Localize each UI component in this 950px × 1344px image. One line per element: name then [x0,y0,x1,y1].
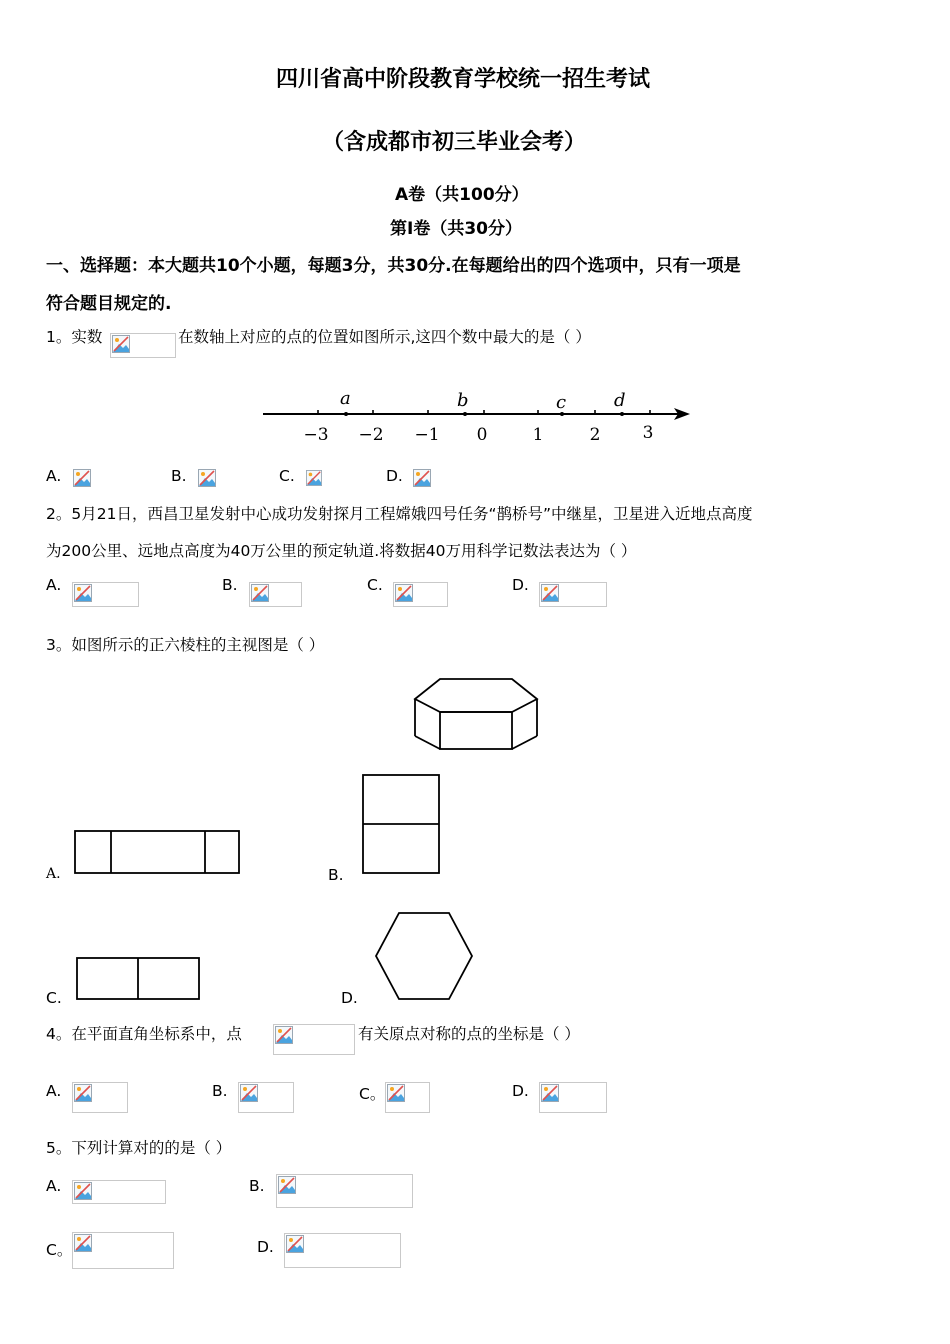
q3-option-a-label: A. [46,866,61,882]
broken-image-icon [413,469,431,487]
q2-option-d-label: D. [512,576,529,594]
q1-option-b-image [198,469,216,487]
q2-option-b-label: B. [222,576,238,594]
q5-option-b-label: B. [249,1177,265,1195]
point-a [344,412,348,416]
broken-image-icon [74,1084,92,1102]
q1-option-c-image [306,470,322,486]
broken-image-icon [395,584,413,602]
q2-option-a-image [72,582,139,607]
section-instructions-line1: 一、选择题：本大题共10个小题，每题3分，共30分.在每题给出的四个选项中，只有一项是 [46,256,741,276]
q1-option-d-image [413,469,431,487]
q4-option-a-image [72,1082,128,1113]
q4-option-d-image [539,1082,607,1113]
number-line-figure [260,384,695,446]
exam-title: 四川省高中阶段教育学校统一招生考试 [276,67,651,92]
broken-image-icon [387,1084,405,1102]
broken-image-icon [251,584,269,602]
point-b [463,412,467,416]
point-d [620,412,624,416]
broken-image-icon [73,469,91,487]
tick-label: −1 [414,425,440,445]
q1-option-a-label: A. [46,467,62,485]
q3-option-b-figure [360,772,442,876]
point-label-a: a [340,388,351,409]
q3-option-c-label: C. [46,989,62,1007]
q1-text-end: 在数轴上对应的点的位置如图所示,这四个数中最大的是（ ） [178,328,591,346]
q1-option-a-image [73,469,89,487]
broken-image-icon [541,584,559,602]
q2-option-b-image [249,582,302,607]
q1-text-start: 1。实数 [46,328,103,346]
q4-point-image [273,1024,355,1055]
broken-image-icon [74,584,92,602]
q4-option-b-label: B. [212,1082,228,1100]
paper-a-heading: A卷（共100分） [395,185,529,205]
point-label-c: c [556,392,567,413]
broken-image-icon [306,470,322,486]
point-label-b: b [457,390,469,411]
q2-option-a-label: A. [46,576,62,594]
q1-option-c-label: C. [279,467,295,485]
q2-text-line2: 为200公里、远地点高度为40万公里的预定轨道.将数据40万用科学记数法表达为（ ） [46,542,637,560]
q5-option-c-label: C。 [46,1241,73,1259]
q5-text: 5。下列计算对的的是（ ） [46,1139,232,1157]
q4-option-c-label: C。 [359,1085,386,1103]
q4-text-end: 有关原点对称的点的坐标是（ ） [358,1025,580,1043]
q4-option-a-label: A. [46,1082,62,1100]
broken-image-icon [278,1176,296,1194]
q3-option-a-figure [73,829,243,877]
broken-image-icon [275,1026,293,1044]
q1-formula-image [110,333,176,358]
q5-option-a-image [72,1180,166,1204]
q5-option-c-image [72,1232,174,1269]
tick-label: −3 [303,425,329,445]
q2-option-c-image [393,582,448,607]
broken-image-icon [74,1234,92,1252]
broken-image-icon [198,469,216,487]
broken-image-icon [112,335,130,353]
q1-option-b-label: B. [171,467,187,485]
q5-option-d-label: D. [257,1238,274,1256]
q2-option-d-image [539,582,607,607]
q5-option-d-image [284,1233,401,1268]
exam-subtitle: （含成都市初三毕业会考） [322,130,587,155]
broken-image-icon [286,1235,304,1253]
q1-option-d-label: D. [386,467,403,485]
q4-option-b-image [238,1082,294,1113]
broken-image-icon [74,1182,92,1200]
q3-text: 3。如图所示的正六棱柱的主视图是（ ） [46,636,325,654]
tick-label: 0 [476,425,488,445]
tick-label: 1 [532,425,544,445]
q4-option-d-label: D. [512,1082,529,1100]
q5-option-a-label: A. [46,1177,62,1195]
part-one-heading: 第Ⅰ卷（共30分） [390,219,522,239]
tick-label: −2 [358,425,384,445]
q2-text-line1: 2。5月21日，西昌卫星发射中心成功发射探月工程嫦娥四号任务“鹊桥号”中继星，卫星进入近地点高度 [46,505,753,523]
q5-option-b-image [276,1174,413,1208]
q3-option-d-label: D. [341,989,358,1007]
q3-option-b-label: B. [328,866,344,884]
point-label-d: d [614,390,626,411]
q3-option-d-figure [373,910,475,1002]
broken-image-icon [240,1084,258,1102]
section-instructions-line2: 符合题目规定的. [46,294,172,314]
tick-label: 3 [642,423,654,443]
q3-option-c-figure [75,956,203,1002]
broken-image-icon [541,1084,559,1102]
tick-label: 2 [589,425,601,445]
hexagonal-prism-figure [410,676,542,754]
q4-option-c-image [385,1082,430,1113]
q4-text-start: 4。在平面直角坐标系中，点 [46,1025,242,1043]
q2-option-c-label: C. [367,576,383,594]
